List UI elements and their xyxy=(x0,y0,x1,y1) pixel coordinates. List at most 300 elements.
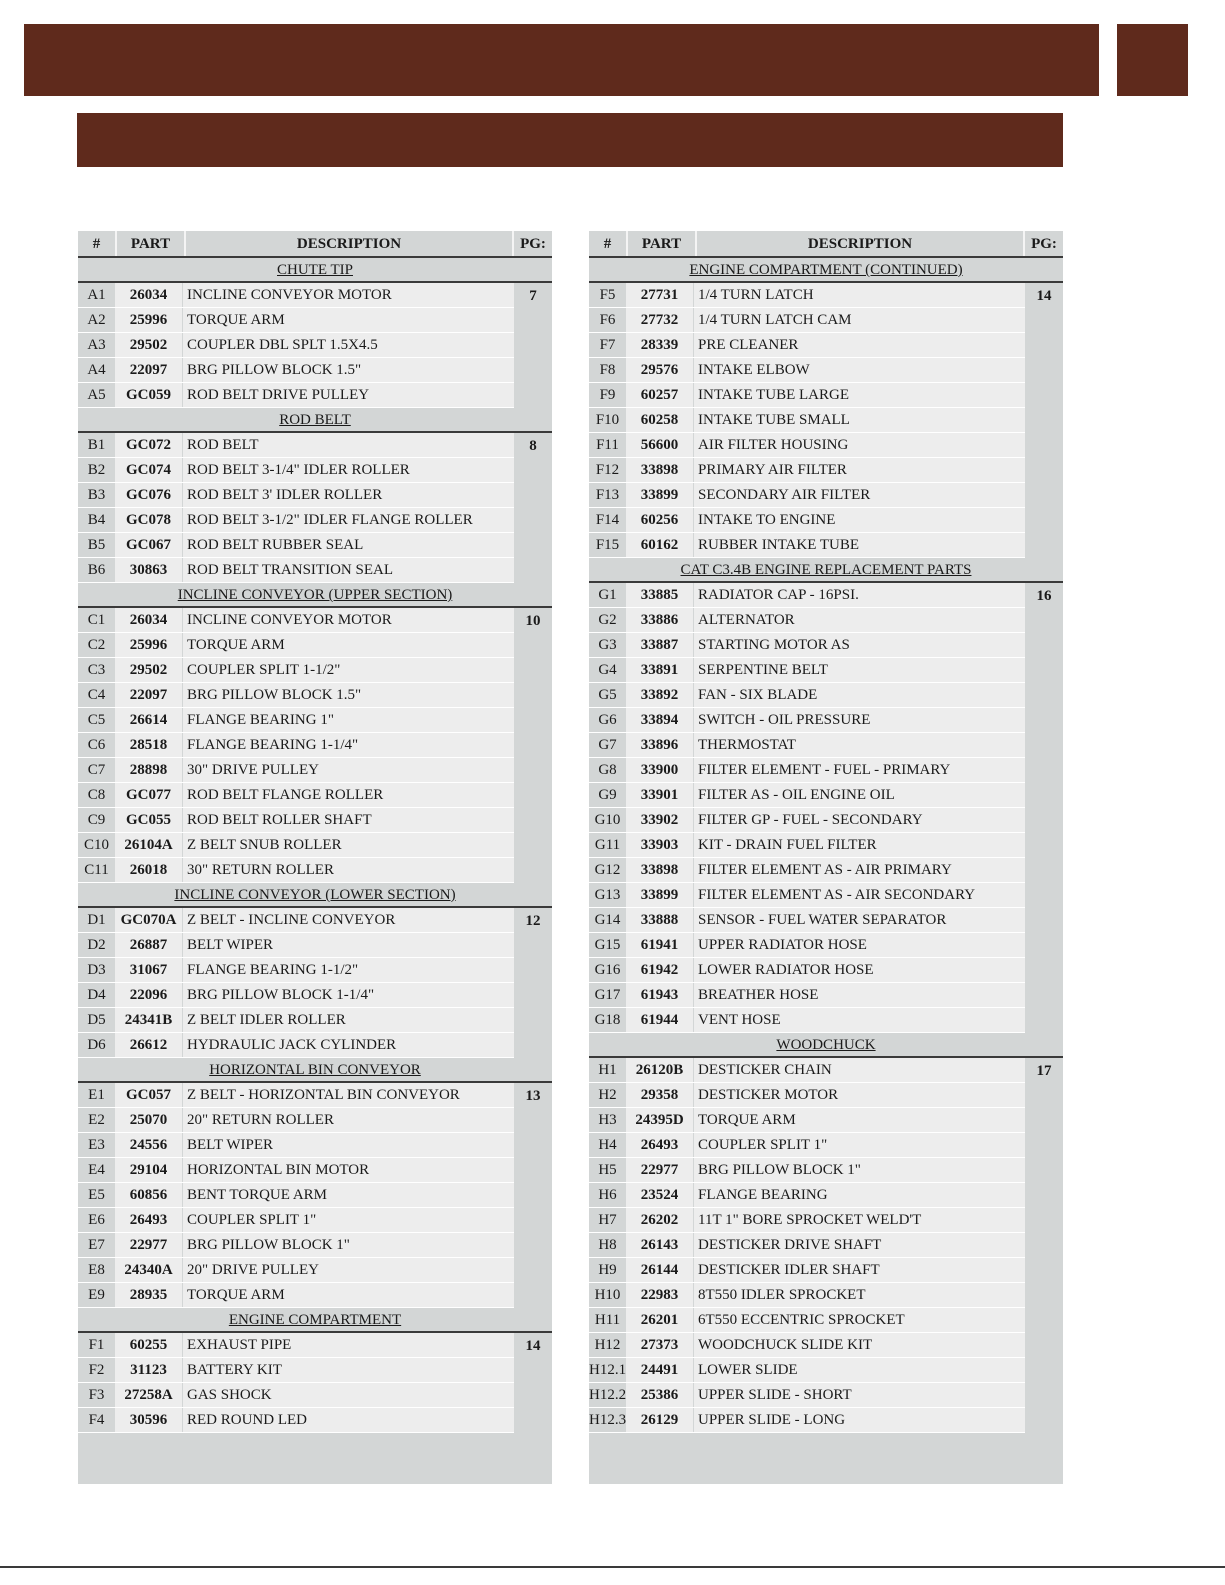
part-number: 33894 xyxy=(626,708,693,732)
part-description: FILTER AS - OIL ENGINE OIL xyxy=(694,783,1025,807)
table-row xyxy=(78,608,514,633)
item-number: B6 xyxy=(87,562,106,578)
item-number: E6 xyxy=(88,1212,105,1228)
part-description: VENT HOSE xyxy=(694,1008,1025,1032)
part-number: 26129 xyxy=(626,1408,693,1432)
section-group xyxy=(78,1083,552,1308)
part-number: 26201 xyxy=(626,1308,693,1332)
item-number: B3 xyxy=(87,487,106,503)
table-row xyxy=(589,908,1025,933)
item-number: F4 xyxy=(88,1412,105,1428)
item-number: C4 xyxy=(87,687,106,703)
table-row xyxy=(78,358,514,383)
part-description: INTAKE TUBE SMALL xyxy=(694,408,1025,432)
part-number: 61941 xyxy=(626,933,693,957)
part-number: GC057 xyxy=(115,1083,182,1107)
item-number: G4 xyxy=(598,662,617,678)
table-row xyxy=(78,1233,514,1258)
part-description: KIT - DRAIN FUEL FILTER xyxy=(694,833,1025,857)
part-number: 61943 xyxy=(626,983,693,1007)
section-group xyxy=(589,283,1063,558)
item-number: H12.2 xyxy=(589,1387,627,1403)
part-description: RADIATOR CAP - 16PSI. xyxy=(694,583,1025,607)
item-number: C10 xyxy=(83,837,109,853)
part-description: LOWER RADIATOR HOSE xyxy=(694,958,1025,982)
table-row xyxy=(589,1383,1025,1408)
table-row xyxy=(78,833,514,858)
part-number: 26034 xyxy=(115,608,182,632)
part-description: 20" DRIVE PULLEY xyxy=(183,1258,514,1282)
table-row xyxy=(589,808,1025,833)
item-number: D3 xyxy=(87,962,106,978)
item-number: F10 xyxy=(595,412,620,428)
section-title xyxy=(78,883,552,908)
table-row xyxy=(78,1133,514,1158)
table-row xyxy=(78,1033,514,1058)
part-number: 60162 xyxy=(626,533,693,557)
section-rows xyxy=(78,1333,514,1433)
part-number: 26034 xyxy=(115,283,182,307)
part-number: 24340A xyxy=(115,1258,182,1282)
part-number: 26614 xyxy=(115,708,182,732)
item-number: H10 xyxy=(594,1287,621,1303)
section-group xyxy=(78,1333,552,1433)
part-number: 33891 xyxy=(626,658,693,682)
part-number: 33901 xyxy=(626,783,693,807)
item-number: G12 xyxy=(594,862,621,878)
part-description: ROD BELT 3-1/2" IDLER FLANGE ROLLER xyxy=(183,508,514,532)
table-row xyxy=(589,433,1025,458)
table-row xyxy=(589,833,1025,858)
part-description: TORQUE ARM xyxy=(183,308,514,332)
item-number: G9 xyxy=(598,787,617,803)
part-description: INTAKE TUBE LARGE xyxy=(694,383,1025,407)
table-row xyxy=(78,483,514,508)
part-number: 60856 xyxy=(115,1183,182,1207)
part-description: ROD BELT RUBBER SEAL xyxy=(183,533,514,557)
table-row xyxy=(78,383,514,408)
item-number: F15 xyxy=(595,537,620,553)
part-description: 20" RETURN ROLLER xyxy=(183,1108,514,1132)
table-row xyxy=(589,983,1025,1008)
part-description: UPPER SLIDE - SHORT xyxy=(694,1383,1025,1407)
parts-table-left xyxy=(78,231,552,1484)
item-number: D6 xyxy=(87,1037,106,1053)
section-group xyxy=(78,608,552,883)
part-description: TORQUE ARM xyxy=(694,1108,1025,1132)
item-number: H12 xyxy=(594,1337,621,1353)
page-reference: 17 xyxy=(1036,1063,1052,1079)
section-title-text: ROD BELT xyxy=(279,412,351,428)
part-number: 31067 xyxy=(115,958,182,982)
item-number: B4 xyxy=(87,512,106,528)
part-number: GC077 xyxy=(115,783,182,807)
part-number: 33898 xyxy=(626,458,693,482)
part-number: 25070 xyxy=(115,1108,182,1132)
table-row xyxy=(78,858,514,883)
item-number: G6 xyxy=(598,712,617,728)
part-number: 24395D xyxy=(626,1108,693,1132)
part-description: BRG PILLOW BLOCK 1-1/4" xyxy=(183,983,514,1007)
item-number: E2 xyxy=(88,1112,105,1128)
table-row xyxy=(589,583,1025,608)
part-number: 28339 xyxy=(626,333,693,357)
part-description: FAN - SIX BLADE xyxy=(694,683,1025,707)
part-number: 61944 xyxy=(626,1008,693,1032)
part-description: SERPENTINE BELT xyxy=(694,658,1025,682)
part-description: FLANGE BEARING 1" xyxy=(183,708,514,732)
part-description: 30" DRIVE PULLEY xyxy=(183,758,514,782)
table-row xyxy=(589,758,1025,783)
part-description: INTAKE ELBOW xyxy=(694,358,1025,382)
part-description: COUPLER SPLIT 1" xyxy=(694,1133,1025,1157)
part-description: ROD BELT FLANGE ROLLER xyxy=(183,783,514,807)
section-group xyxy=(589,1058,1063,1433)
item-number: G16 xyxy=(594,962,621,978)
item-number: F9 xyxy=(599,387,616,403)
item-number: F7 xyxy=(599,337,616,353)
section-title-text: WOODCHUCK xyxy=(776,1037,876,1053)
section-group xyxy=(589,583,1063,1033)
part-description: 6T550 ECCENTRIC SPROCKET xyxy=(694,1308,1025,1332)
table-row xyxy=(589,1108,1025,1133)
part-number: 27732 xyxy=(626,308,693,332)
table-row xyxy=(589,508,1025,533)
part-number: 22097 xyxy=(115,358,182,382)
item-number: H2 xyxy=(598,1087,617,1103)
part-number: 25996 xyxy=(115,633,182,657)
table-row xyxy=(589,1058,1025,1083)
part-description: FLANGE BEARING 1-1/2" xyxy=(183,958,514,982)
part-number: 22097 xyxy=(115,683,182,707)
table-row xyxy=(589,533,1025,558)
part-number: 33899 xyxy=(626,483,693,507)
item-number: G7 xyxy=(598,737,617,753)
table-row xyxy=(78,1333,514,1358)
item-number: B5 xyxy=(87,537,106,553)
table-row xyxy=(78,283,514,308)
item-number: C1 xyxy=(87,612,106,628)
part-number: GC074 xyxy=(115,458,182,482)
part-description: AIR FILTER HOUSING xyxy=(694,433,1025,457)
table-row xyxy=(589,458,1025,483)
part-description: FLANGE BEARING 1-1/4" xyxy=(183,733,514,757)
part-number: 33903 xyxy=(626,833,693,857)
item-number: C3 xyxy=(87,662,106,678)
table-row xyxy=(589,958,1025,983)
part-description: 30" RETURN ROLLER xyxy=(183,858,514,882)
section-title-text: INCLINE CONVEYOR (UPPER SECTION) xyxy=(177,587,453,603)
item-number: H12.1 xyxy=(589,1362,627,1378)
table-row xyxy=(78,783,514,808)
item-number: G3 xyxy=(598,637,617,653)
part-number: 26202 xyxy=(626,1208,693,1232)
part-description: FLANGE BEARING xyxy=(694,1183,1025,1207)
bottom-rule xyxy=(0,1566,1225,1568)
part-description: INTAKE TO ENGINE xyxy=(694,508,1025,532)
header-number: # xyxy=(92,236,101,252)
table-row xyxy=(78,308,514,333)
part-description: THERMOSTAT xyxy=(694,733,1025,757)
part-number: 33902 xyxy=(626,808,693,832)
item-number: H8 xyxy=(598,1237,617,1253)
item-number: G5 xyxy=(598,687,617,703)
item-number: G11 xyxy=(594,837,621,853)
item-number: D4 xyxy=(87,987,106,1003)
section-rows xyxy=(78,283,514,408)
header-part: PART xyxy=(626,231,697,256)
part-number: 33899 xyxy=(626,883,693,907)
top-banner xyxy=(24,24,1099,96)
part-description: UPPER SLIDE - LONG xyxy=(694,1408,1025,1432)
part-number: 33900 xyxy=(626,758,693,782)
table-row xyxy=(589,1183,1025,1208)
part-number: 29104 xyxy=(115,1158,182,1182)
section-title xyxy=(589,1033,1063,1058)
item-number: D1 xyxy=(87,912,106,928)
item-number: H7 xyxy=(598,1212,617,1228)
part-description: DESTICKER DRIVE SHAFT xyxy=(694,1233,1025,1257)
item-number: G1 xyxy=(598,587,617,603)
page-reference: 14 xyxy=(1036,288,1052,304)
part-number: GC076 xyxy=(115,483,182,507)
part-description: Z BELT - INCLINE CONVEYOR xyxy=(183,908,514,932)
section-title xyxy=(78,1308,552,1333)
table-row xyxy=(78,658,514,683)
section-title-text: ENGINE COMPARTMENT xyxy=(228,1312,402,1328)
part-number: 28518 xyxy=(115,733,182,757)
part-description: 11T 1" BORE SPROCKET WELD'T xyxy=(694,1208,1025,1232)
item-number: C7 xyxy=(87,762,106,778)
part-description: COUPLER SPLIT 1-1/2" xyxy=(183,658,514,682)
table-row xyxy=(589,283,1025,308)
part-description: FILTER ELEMENT - FUEL - PRIMARY xyxy=(694,758,1025,782)
table-row xyxy=(78,708,514,733)
table-row xyxy=(589,1158,1025,1183)
page-reference: 8 xyxy=(529,438,537,454)
table-row xyxy=(78,758,514,783)
page-reference: 14 xyxy=(525,1338,541,1354)
item-number: F3 xyxy=(88,1387,105,1403)
table-row xyxy=(78,1283,514,1308)
part-description: COUPLER DBL SPLT 1.5X4.5 xyxy=(183,333,514,357)
item-number: H9 xyxy=(598,1262,617,1278)
table-row xyxy=(589,1258,1025,1283)
table-row xyxy=(78,1108,514,1133)
table-row xyxy=(589,858,1025,883)
page-reference: 12 xyxy=(525,913,541,929)
part-number: 29502 xyxy=(115,333,182,357)
item-number: G2 xyxy=(598,612,617,628)
part-description: GAS SHOCK xyxy=(183,1383,514,1407)
part-description: BELT WIPER xyxy=(183,933,514,957)
table-row xyxy=(589,308,1025,333)
part-description: SECONDARY AIR FILTER xyxy=(694,483,1025,507)
part-number: 33892 xyxy=(626,683,693,707)
item-number: C2 xyxy=(87,637,106,653)
part-description: FILTER GP - FUEL - SECONDARY xyxy=(694,808,1025,832)
table-row xyxy=(589,1133,1025,1158)
table-row xyxy=(78,1208,514,1233)
part-description: HYDRAULIC JACK CYLINDER xyxy=(183,1033,514,1057)
part-description: DESTICKER MOTOR xyxy=(694,1083,1025,1107)
item-number: G10 xyxy=(594,812,621,828)
part-number: 26493 xyxy=(626,1133,693,1157)
part-description: SWITCH - OIL PRESSURE xyxy=(694,708,1025,732)
part-number: 27258A xyxy=(115,1383,182,1407)
section-title xyxy=(78,1058,552,1083)
part-number: GC078 xyxy=(115,508,182,532)
section-title xyxy=(589,258,1063,283)
part-description: Z BELT IDLER ROLLER xyxy=(183,1008,514,1032)
part-description: LOWER SLIDE xyxy=(694,1358,1025,1382)
part-description: SENSOR - FUEL WATER SEPARATOR xyxy=(694,908,1025,932)
item-number: A1 xyxy=(87,287,106,303)
section-rows xyxy=(78,908,514,1058)
item-number: F13 xyxy=(595,487,620,503)
table-row xyxy=(589,658,1025,683)
part-description: BENT TORQUE ARM xyxy=(183,1183,514,1207)
item-number: B2 xyxy=(87,462,106,478)
item-number: F12 xyxy=(595,462,620,478)
table-row xyxy=(589,1308,1025,1333)
part-description: ROD BELT 3-1/4" IDLER ROLLER xyxy=(183,458,514,482)
section-rows xyxy=(78,608,514,883)
part-description: STARTING MOTOR AS xyxy=(694,633,1025,657)
item-number: C6 xyxy=(87,737,106,753)
part-description: DESTICKER CHAIN xyxy=(694,1058,1025,1082)
section-title-text: HORIZONTAL BIN CONVEYOR xyxy=(209,1062,421,1078)
item-number: F1 xyxy=(88,1337,105,1353)
section-title-text: INCLINE CONVEYOR (LOWER SECTION) xyxy=(174,887,456,903)
item-number: C9 xyxy=(87,812,106,828)
table-row xyxy=(589,1333,1025,1358)
table-row xyxy=(78,333,514,358)
section-group xyxy=(78,433,552,583)
item-number: D2 xyxy=(87,937,106,953)
item-number: B1 xyxy=(87,437,106,453)
page-reference: 16 xyxy=(1036,588,1052,604)
part-number: 33886 xyxy=(626,608,693,632)
item-number: H5 xyxy=(598,1162,617,1178)
part-number: 25996 xyxy=(115,308,182,332)
item-number: H3 xyxy=(598,1112,617,1128)
part-description: WOODCHUCK SLIDE KIT xyxy=(694,1333,1025,1357)
part-number: 33896 xyxy=(626,733,693,757)
part-description: BELT WIPER xyxy=(183,1133,514,1157)
part-description: PRE CLEANER xyxy=(694,333,1025,357)
item-number: C5 xyxy=(87,712,106,728)
part-number: 31123 xyxy=(115,1358,182,1382)
table-row xyxy=(78,733,514,758)
table-row xyxy=(589,483,1025,508)
part-description: TORQUE ARM xyxy=(183,1283,514,1307)
table-row xyxy=(589,383,1025,408)
part-number: 33885 xyxy=(626,583,693,607)
part-description: ROD BELT 3' IDLER ROLLER xyxy=(183,483,514,507)
item-number: E9 xyxy=(88,1287,105,1303)
part-description: TORQUE ARM xyxy=(183,633,514,657)
table-row xyxy=(589,933,1025,958)
part-description: FILTER ELEMENT AS - AIR PRIMARY xyxy=(694,858,1025,882)
part-description: Z BELT - HORIZONTAL BIN CONVEYOR xyxy=(183,1083,514,1107)
table-row xyxy=(589,733,1025,758)
part-number: 30596 xyxy=(115,1408,182,1432)
table-row xyxy=(78,908,514,933)
item-number: C8 xyxy=(87,787,106,803)
part-number: GC072 xyxy=(115,433,182,457)
table-row xyxy=(589,883,1025,908)
table-row xyxy=(589,333,1025,358)
item-number: G8 xyxy=(598,762,617,778)
table-row xyxy=(78,683,514,708)
part-number: 60255 xyxy=(115,1333,182,1357)
table-row xyxy=(78,558,514,583)
table-row xyxy=(78,1358,514,1383)
part-number: 33887 xyxy=(626,633,693,657)
item-number: F2 xyxy=(88,1362,105,1378)
item-number: E4 xyxy=(88,1162,105,1178)
item-number: G13 xyxy=(594,887,621,903)
item-number: E5 xyxy=(88,1187,105,1203)
table-row xyxy=(78,808,514,833)
part-number: 30863 xyxy=(115,558,182,582)
part-number: 22096 xyxy=(115,983,182,1007)
page-reference: 13 xyxy=(525,1088,541,1104)
part-number: 60257 xyxy=(626,383,693,407)
section-rows xyxy=(589,283,1025,558)
item-number: G17 xyxy=(594,987,621,1003)
part-description: INCLINE CONVEYOR MOTOR xyxy=(183,608,514,632)
part-number: 26104A xyxy=(115,833,182,857)
table-row xyxy=(78,458,514,483)
part-description: RUBBER INTAKE TUBE xyxy=(694,533,1025,557)
part-description: UPPER RADIATOR HOSE xyxy=(694,933,1025,957)
part-description: BRG PILLOW BLOCK 1.5" xyxy=(183,358,514,382)
table-row xyxy=(78,983,514,1008)
part-number: 29502 xyxy=(115,658,182,682)
part-number: 29358 xyxy=(626,1083,693,1107)
part-description: RED ROUND LED xyxy=(183,1408,514,1432)
part-number: 60256 xyxy=(626,508,693,532)
table-row xyxy=(78,1008,514,1033)
part-number: 22977 xyxy=(115,1233,182,1257)
table-row xyxy=(589,1233,1025,1258)
part-number: 22983 xyxy=(626,1283,693,1307)
part-number: 27731 xyxy=(626,283,693,307)
part-number: 60258 xyxy=(626,408,693,432)
item-number: G18 xyxy=(594,1012,621,1028)
part-number: GC059 xyxy=(115,383,182,407)
item-number: F5 xyxy=(599,287,616,303)
section-title-text: CAT C3.4B ENGINE REPLACEMENT PARTS xyxy=(680,562,972,578)
table-header xyxy=(589,231,1063,258)
page-reference: 7 xyxy=(529,288,537,304)
table-row xyxy=(589,708,1025,733)
part-description: 1/4 TURN LATCH xyxy=(694,283,1025,307)
part-description: BATTERY KIT xyxy=(183,1358,514,1382)
part-description: FILTER ELEMENT AS - AIR SECONDARY xyxy=(694,883,1025,907)
part-number: 25386 xyxy=(626,1383,693,1407)
part-number: 61942 xyxy=(626,958,693,982)
item-number: H6 xyxy=(598,1187,617,1203)
part-number: 26120B xyxy=(626,1058,693,1082)
table-row xyxy=(589,1283,1025,1308)
section-title xyxy=(78,258,552,283)
section-group xyxy=(78,908,552,1058)
header-page: PG: xyxy=(512,231,552,256)
item-number: H12.3 xyxy=(589,1412,627,1428)
